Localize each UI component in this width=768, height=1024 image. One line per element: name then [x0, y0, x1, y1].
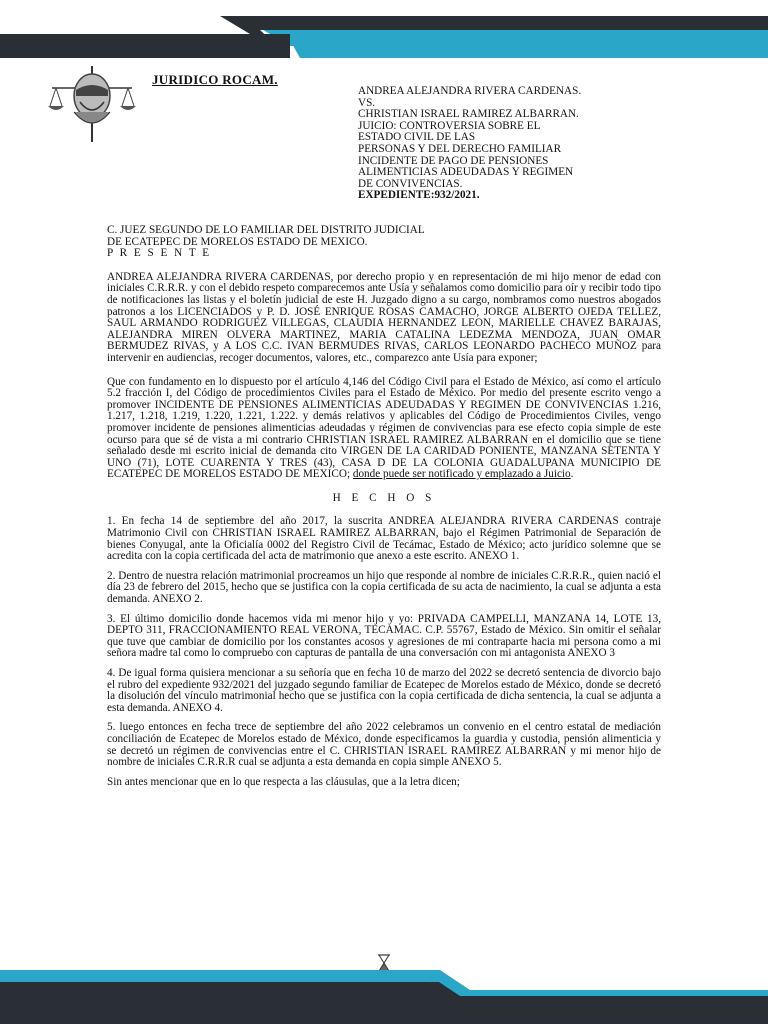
caption-line: ESTADO CIVIL DE LAS	[358, 131, 476, 144]
case-number: EXPEDIENTE:932/2021.	[358, 189, 480, 202]
caption-line: JUICIO: CONTROVERSIA SOBRE EL	[358, 119, 541, 132]
document-body	[107, 225, 661, 788]
justice-scales-logo-icon	[44, 62, 140, 146]
header-band	[0, 0, 768, 58]
caption-line: INCIDENTE DE PAGO DE PENSIONES	[358, 154, 549, 167]
footer-band	[0, 966, 768, 1024]
fact-5: 5. luego entonces en fecha trece de septiembre del año 2022 celebramos un convenio en el centro estatal de mediación conciliación de Ecatepec de Morelos estado de México, donde especificamos la guardia y custodia, pensión alimenticia y se decretó un régimen de convivencias entre el C. CHRISTIAN ISRAEL RAMIREZ ALBARRAN y mi menor hijo de nombre de iniciales C.R.R.R cual se adjunta a esta demanda en copia simple ANEXO 5.	[107, 721, 661, 769]
fact-4: 4. De igual forma quisiera mencionar a su señoría que en fecha 10 de marzo del 2022 se decretó sentencia de divorcio bajo el rubro del expediente 932/2021 del juzgado segundo familiar de Ecatepec de Morelos estado de México, donde se decretó la disolución del vínculo matrimonial hecho que se justifica con la copia certificada de dicha sentencia, la cual se adjunta a esta demanda. ANEXO 4.	[107, 667, 661, 714]
caption-line: VS.	[358, 96, 376, 109]
case-caption	[358, 86, 658, 202]
intro-paragraph: ANDREA ALEJANDRA RIVERA CARDENAS, por derecho propio y en representación de mi hijo menor de edad con iniciales C.R.R.R. y con el debido respeto comparecemos ante Usía y señalamos como domicilio para oír y recibir todo tipo de notificaciones las listas y el boletín judicial de este H. Juzgado digno a su cargo, nombramos como nuestros abogados patronos a los LICENCIADOS y P. D. JOSÉ ENRIQUE ROSAS CAMACHO, JORGE ALBERTO OJEDA TELLEZ, SAUL ARMANDO RODRIGUEZ VILLEGAS, CLAUDIA HERNANDEZ LEON, MARIELLE CHAVEZ BARAJAS, ALEJANDRA MIREN OLVERA MARTINEZ, MARIA CATALINA LEDEZMA MENDOZA, JUAN OMAR BERMUDEZ RIVAS, y A LOS C.C. IVAN BERMUDES RIVAS, CARLOS LEONARDO PACHECO MUÑOZ para intervenir en audiencias, recoger documentos, valores, etc., comparezco ante Usía para exponer;	[107, 270, 661, 364]
fact-1: 1. En fecha 14 de septiembre del año 2017, la suscrita ANDREA ALEJANDRA RIVERA CARDENAS contraje Matrimonio Civil con CHRISTIAN ISRAEL RAMIREZ ALBARRAN, bajo el Régimen Patrimonial de Separación de bienes Conyugal, ante la Oficialía 0002 del Registro Civil de Tecámac, Estado de México; acto jurídico solemne que se acredita con la copia certificada del acta de matrimonio que anexo a este escrito. ANEXO 1.	[107, 515, 661, 563]
caption-line: ALIMENTICIAS ADEUDADAS Y REGIMEN	[358, 166, 574, 179]
firm-name: JURIDICO ROCAM.	[152, 72, 278, 87]
fundamento-underlined: donde puede ser notificado y emplazado a Juicio	[352, 468, 571, 481]
caption-line: ANDREA ALEJANDRA RIVERA CARDENAS.	[358, 85, 582, 97]
caption-line: PERSONAS Y DEL DERECHO FAMILIAR	[358, 142, 562, 155]
addressee-line: DE ECATEPEC DE MORELOS ESTADO DE MEXICO.	[107, 235, 368, 248]
fundamento-paragraph: Que con fundamento en lo dispuesto por el artículo 4,146 del Código Civil para el Estado de México, así como el artículo 5.2 fracción I, del Código de procedimientos Civiles para el Estado de México. Por medio del presente escrito vengo a promover INCIDENTE DE PENSIONES ALIMENTICIAS ADEUDADAS Y REGIMEN DE CONVIVENCIAS 1.216, 1.217, 1.218, 1.219, 1.220, 1.221, 1.222. y demás relativos y aplicables del Código de Procedimientos Civiles, vengo promover incidente de pensiones alimenticias adeudadas y régimen de convivencias para ese efecto copia simple de este ocurso para que sé de vista a mi contrario CHRISTIAN ISRAEL RAMIREZ ALBARRAN en el domicilio que se tiene señalado desde mi escrito inicial de demanda cito VIRGEN DE LA CARIDAD PONIENTE, MANZANA SETENTA Y UNO (71), LOTE CUARENTA Y TRES (43), CASA D DE LA COLONIA GUADALUPANA MUNICIPIO DE ECATEPEC DE MORELOS ESTADO DE MEXICO; donde puede ser notificado y emplazado a Juicio.	[107, 375, 661, 481]
presente-line: P R E S E N T E	[107, 247, 212, 260]
fact-3: 3. El último domicilio donde hacemos vida mi menor hijo y yo: PRIVADA CAMPELLI, MANZANA 14, LOTE 13, DEPTO 311, FRACCIONAMIENTO REAL VERONA, TECAMAC. C.P. 55767, Estado de México. Sin omitir el señalar que tuve que cambiar de domicilio por los constantes acosos y agresiones de mi contraparte hacia mi persona como a mi señora madre tal como lo compruebo con capturas de pantalla de una conversación con mi antagonista ANEXO 3	[107, 612, 661, 660]
caption-line: DE CONVIVENCIAS.	[358, 177, 463, 190]
hechos-heading: H E C H O S	[332, 491, 436, 504]
caption-line: CHRISTIAN ISRAEL RAMIREZ ALBARRAN.	[358, 108, 579, 121]
addressee-block	[107, 225, 661, 260]
fact-2: 2. Dentro de nuestra relación matrimonial procreamos un hijo que responde al nombre de iniciales C.R.R.R., quien nació el día 23 de febrero del 2015, hecho que se justifica con la copia certificada de su acta de nacimiento, la cual se adjunta a esta demanda. ANEXO 2.	[107, 569, 661, 606]
fundamento-text: Que con fundamento en lo dispuesto por el artículo 4,146 del Código Civil para el Estado de México, así como el artículo 5.2 fracción I, del Código de procedimientos Civiles para el Estado de México. Por medio del presente escrito vengo a promover INCIDENTE DE PENSIONES ALIMENTICIAS ADEUDADAS Y REGIMEN DE CONVIVENCIAS 1.216, 1.217, 1.218, 1.219, 1.220, 1.221, 1.222. y demás relativos y aplicables del Código de Procedimientos Civiles, vengo promover incidente de pensiones alimenticias adeudadas y régimen de convivencias para ese efecto copia simple de este ocurso para que sé de vista a mi contrario CHRISTIAN ISRAEL RAMIREZ ALBARRAN en el domicilio que se tiene señalado desde mi escrito inicial de demanda cito VIRGEN DE LA CARIDAD PONIENTE, MANZANA SETENTA Y UNO (71), LOTE CUARENTA Y TRES (43), CASA D DE LA COLONIA GUADALUPANA MUNICIPIO DE ECATEPEC DE MORELOS ESTADO DE MEXICO;	[107, 375, 661, 481]
addressee-line: C. JUEZ SEGUNDO DE LO FAMILIAR DEL DISTRITO JUDICIAL	[107, 224, 425, 236]
closing-paragraph: Sin antes mencionar que en lo que respecta a las cláusulas, que a la letra dicen;	[107, 775, 460, 788]
